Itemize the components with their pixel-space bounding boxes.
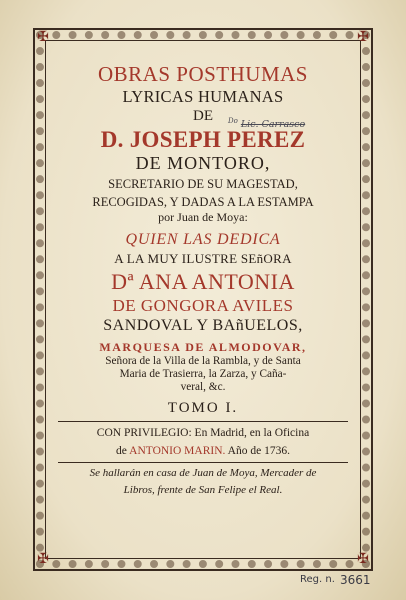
dedication-line: QUIEN LAS DEDICA [125, 231, 281, 248]
dedicatee-given-name: ANA ANTONIA [138, 269, 295, 294]
author-office: SECRETARIO DE SU MAGESTAD, [108, 177, 298, 191]
imprint-line-2 [52, 444, 354, 458]
dedication-honorific: A LA MUY ILUSTRE SEñORA [114, 251, 292, 266]
handwritten-ownership-note [228, 117, 305, 130]
title-line-de: DE [193, 108, 213, 124]
imprint-line-1: CON PRIVILEGIO: En Madrid, en la Oficina [96, 427, 310, 439]
corner-cross-icon: ✠ [37, 30, 49, 45]
imprint-de: de [116, 445, 127, 457]
dedicatee-prefix: Dª [111, 269, 135, 294]
imprint-year: Año de 1736. [227, 445, 290, 457]
dedicatee-name [52, 269, 354, 295]
shelfmark-number: 3661 [340, 573, 371, 587]
bookseller-line-1: Se hallarán en casa de Juan de Moya, Mercader de [89, 467, 317, 479]
volume-label: TOMO I. [167, 400, 239, 416]
corner-cross-icon: ✠ [37, 552, 49, 567]
dedicatee-lordship-3: veral, &c. [180, 381, 226, 393]
title-line-obras: OBRAS POSTHUMAS [98, 62, 308, 86]
dedicatee-surname-cont: SANDOVAL Y BAñUELOS, [103, 317, 303, 334]
dedicatee-surname: DE GONGORA AVILES [112, 296, 294, 315]
handwritten-superscript: Do [228, 117, 238, 125]
handwritten-name: Lic. Carrasco [240, 119, 306, 131]
editor-line: por Juan de Moya: [158, 210, 248, 224]
dedicatee-lordship-1: Señora de la Villa de la Rambla, y de Santa [105, 355, 301, 367]
corner-cross-icon: ✠ [357, 552, 369, 567]
bookseller-line-2: Libros, frente de San Felipe el Real. [123, 484, 283, 496]
author-name-cont: DE MONTORO, [135, 153, 271, 173]
author-name: D. JOSEPH PEREZ [100, 127, 306, 152]
shelfmark-label: Reg. n. [300, 574, 335, 585]
title-line-lyricas: LYRICAS HUMANAS [122, 87, 284, 106]
collected-line: RECOGIDAS, Y DADAS A LA ESTAMPA [92, 195, 314, 209]
divider-rule [58, 421, 348, 422]
printer-name: ANTONIO MARIN. [129, 445, 226, 457]
divider-rule [58, 462, 348, 463]
corner-cross-icon: ✠ [357, 30, 369, 45]
title-block [52, 60, 354, 497]
dedicatee-lordship-2: Maria de Trasierra, la Zarza, y Caña- [119, 368, 287, 380]
dedicatee-title: MARQUESA DE ALMODOVAR, [99, 340, 307, 354]
